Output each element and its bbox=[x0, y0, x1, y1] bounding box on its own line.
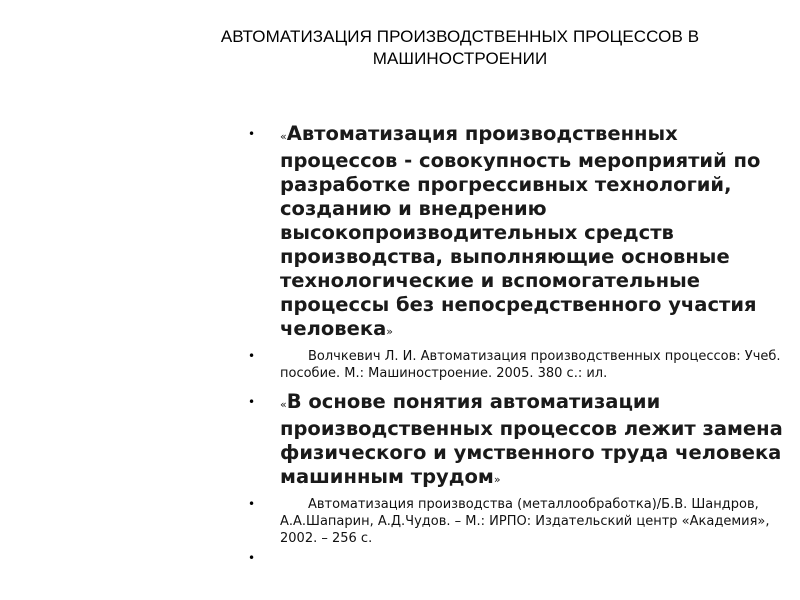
bullet-list bbox=[248, 122, 794, 567]
bullet-item-definition bbox=[248, 122, 794, 344]
bullet-item-empty bbox=[248, 551, 794, 567]
bullet-icon: • bbox=[248, 497, 256, 511]
bullet-item-reference-2 bbox=[248, 496, 794, 547]
open-quote: « bbox=[280, 130, 287, 143]
close-quote: » bbox=[493, 473, 501, 486]
slide-title bbox=[140, 26, 780, 70]
close-quote: » bbox=[386, 325, 393, 338]
definition-text: Автоматизация производственных процессов - совокупность мероприятий по разработке прогрессивных технологий, созданию и внедрению высокопроизводительных средств производства, выполняющие основные технологические и вспомогательные процессы без непосредственного участия человека bbox=[280, 122, 761, 340]
concept-text: В основе понятия автоматизации производственных процессов лежит замена физического и умственного труда человека машинным трудом bbox=[280, 390, 783, 488]
reference-text: Волчкевич Л. И. Автоматизация производственных процессов: Учеб. пособие. М.: Машиностроение. 2005. 380 с.: ил. bbox=[280, 349, 781, 381]
slide-title-line-1: АВТОМАТИЗАЦИЯ ПРОИЗВОДСТВЕННЫХ ПРОЦЕССОВ В bbox=[220, 27, 700, 46]
bullet-icon: • bbox=[248, 127, 256, 141]
bullet-icon: • bbox=[248, 349, 256, 363]
bullet-icon: • bbox=[248, 395, 256, 409]
slide-title-line-2: МАШИНОСТРОЕНИИ bbox=[372, 49, 548, 68]
bullet-item-reference-1 bbox=[248, 348, 794, 382]
reference-text: Автоматизация производства (металлообработка)/Б.В. Шандров, А.А.Шапарин, А.Д.Чудов. – М.: ИРПО: Издательский центр «Академия», 2002. – 256 с. bbox=[280, 497, 770, 546]
open-quote: « bbox=[280, 398, 287, 411]
bullet-icon: • bbox=[248, 551, 256, 565]
bullet-item-concept bbox=[248, 390, 794, 492]
